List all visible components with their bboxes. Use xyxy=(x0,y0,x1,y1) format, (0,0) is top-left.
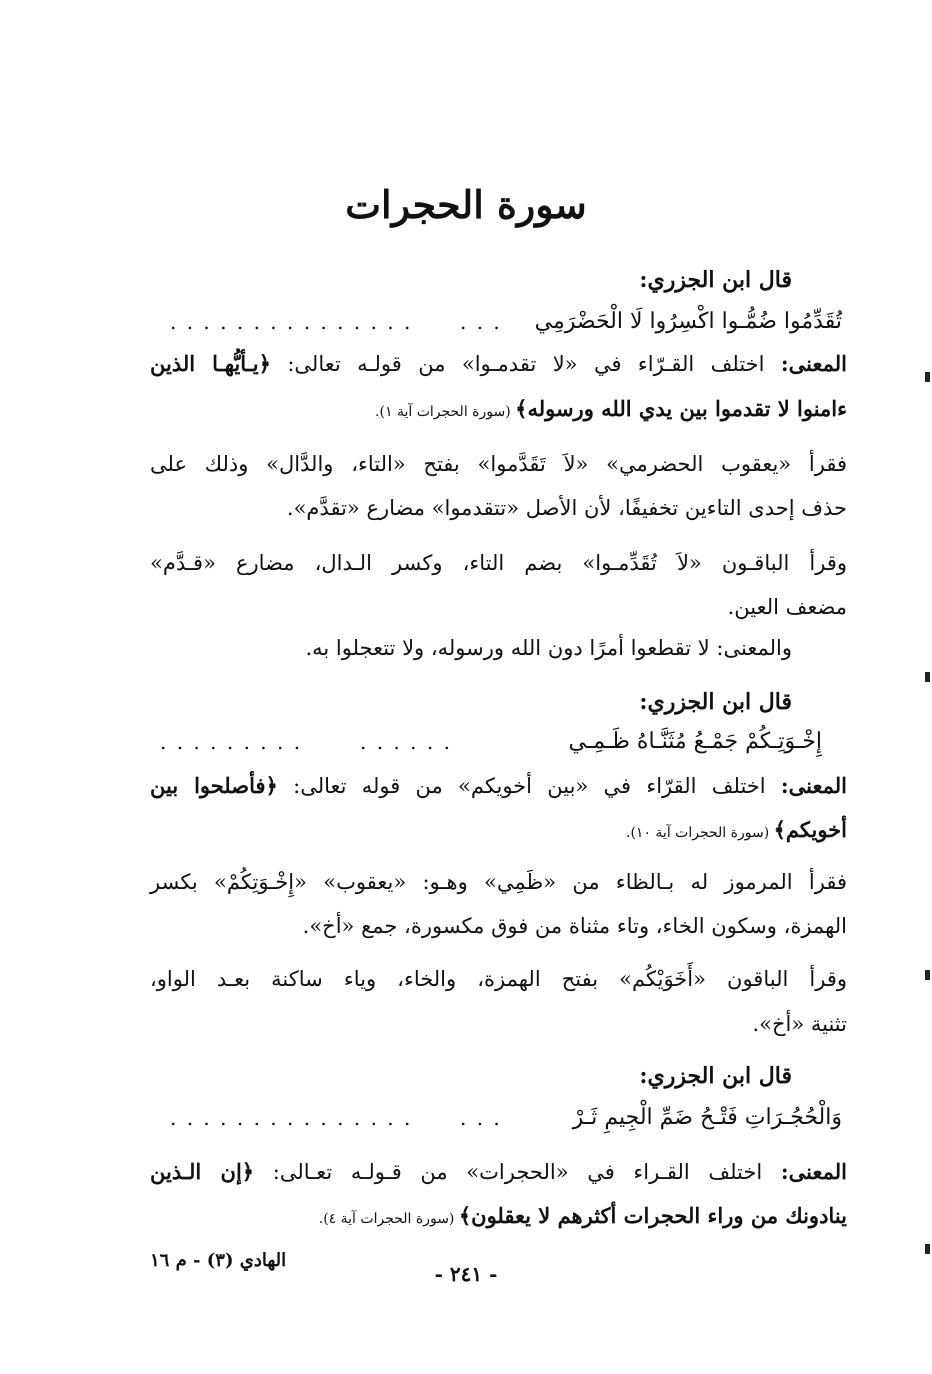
poem-verse xyxy=(160,304,842,340)
verse-dots: . . . . . . . . . xyxy=(160,730,303,754)
surah-reference: (سورة الحجرات آية ١). xyxy=(375,404,516,420)
page-number: - ٢٤١ - xyxy=(434,1262,498,1286)
section-heading: قال ابن الجزري: xyxy=(639,689,792,715)
scan-mark xyxy=(925,1244,930,1254)
verse-dots: . . . xyxy=(460,310,502,334)
surah-reference: (سورة الحجرات آية ٤). xyxy=(318,1211,459,1227)
quran-line xyxy=(145,1198,847,1237)
poem-verse xyxy=(160,724,822,760)
paragraph-line: وقرأ الباقون «أَخَوَيْكُم» بفتح الهمزة، والخاء، وياء ساكنة بعـد الواو، xyxy=(150,967,847,991)
verse-text: وَالْحُجُـرَاتِ فَتْـحُ ضَمِّ الْجِيمِ ثَـرْ xyxy=(572,1105,842,1130)
quran-text: ﴿فأصلحوا بين xyxy=(150,773,278,798)
meaning-text: اختلف القرّاء في «بين أخويكم» من قوله تعالى: xyxy=(277,774,781,798)
surah-reference: (سورة الحجرات آية ١٠). xyxy=(626,825,774,841)
meaning-line xyxy=(150,1154,847,1190)
page-title: سورة الحجرات xyxy=(345,182,587,227)
paragraph-line: فقرأ المرموز له بـالظاء من «ظَمِي» وهـو: «يعقوب» «إِخْـوَتِكُمْ» بكسر xyxy=(150,870,847,894)
meaning-label: المعنى: xyxy=(780,1159,847,1184)
paragraph-line: تثنية «أخ». xyxy=(752,1012,847,1036)
paragraph-line: فقرأ «يعقوب الحضرمي» «لاَ تَقَدَّموا» بفتح «التاء، والدَّال» وذلك على xyxy=(150,452,847,476)
section-heading: قال ابن الجزري: xyxy=(639,1063,792,1089)
quran-text: ينادونك من وراء الحجرات أكثرهم لا يعقلون﴾ xyxy=(458,1203,847,1228)
scan-mark xyxy=(925,970,930,980)
quran-line xyxy=(145,812,847,851)
paragraph-line: حذف إحدى التاءين تخفيفًا، لأن الأصل «تتقدموا» مضارع «تقدَّم». xyxy=(286,496,847,520)
paragraph-line: مضعف العين. xyxy=(727,595,847,619)
quran-text: ﴿يـأيُّهـا الذين xyxy=(150,351,271,376)
quran-text: ﴿إن الـذين xyxy=(150,1159,255,1184)
verse-dots: . . . . . . . . . . . . . . . xyxy=(170,310,413,334)
verse-text: تُقَدِّمُوا ضُمُّـوا اكْسِرُوا لَا الْحَضْرَمِي xyxy=(534,309,842,334)
quran-text: ءامنوا لا تقدموا بين يدي الله ورسوله﴾ xyxy=(515,396,847,421)
paragraph-line: والمعنى: لا تقطعوا أمرًا دون الله ورسوله، ولا تتعجلوا به. xyxy=(305,636,792,660)
verse-dots: . . . . . . xyxy=(360,730,452,754)
verse-dots: . . . . . . . . . . . . . . . xyxy=(170,1106,413,1130)
meaning-line xyxy=(150,768,847,804)
scan-mark xyxy=(925,672,930,682)
paragraph-line: الهمزة، وسكون الخاء، وتاء مثناة من فوق مكسورة، جمع «أخ». xyxy=(302,914,847,938)
meaning-text: اختلف القـراء في «الحجرات» من قـولـه تعـالى: xyxy=(254,1160,781,1184)
poem-verse xyxy=(160,1100,842,1136)
verse-text: إِخْـوَتِـكُمْ جَمْـعُ مُثَنَّـاهُ ظَـمِـي xyxy=(568,729,822,754)
scan-mark xyxy=(925,372,930,382)
verse-dots: . . . xyxy=(460,1106,502,1130)
meaning-label: المعنى: xyxy=(780,351,847,376)
meaning-label: المعنى: xyxy=(780,773,847,798)
quran-line xyxy=(145,391,847,430)
meaning-text: اختلف القـرّاء في «لا تقدمـوا» من قولـه تعالى: xyxy=(270,352,781,376)
meaning-line xyxy=(150,346,847,382)
paragraph-line: وقرأ الباقـون «لاَ تُقَدِّمـوا» بضم التاء، وكسر الـدال، مضارع «قـدَّم» xyxy=(150,551,847,575)
section-heading: قال ابن الجزري: xyxy=(639,267,792,293)
quran-text: أخويكم﴾ xyxy=(773,817,847,842)
book-volume-label: الهادي (٣) - م ١٦ xyxy=(150,1250,287,1271)
